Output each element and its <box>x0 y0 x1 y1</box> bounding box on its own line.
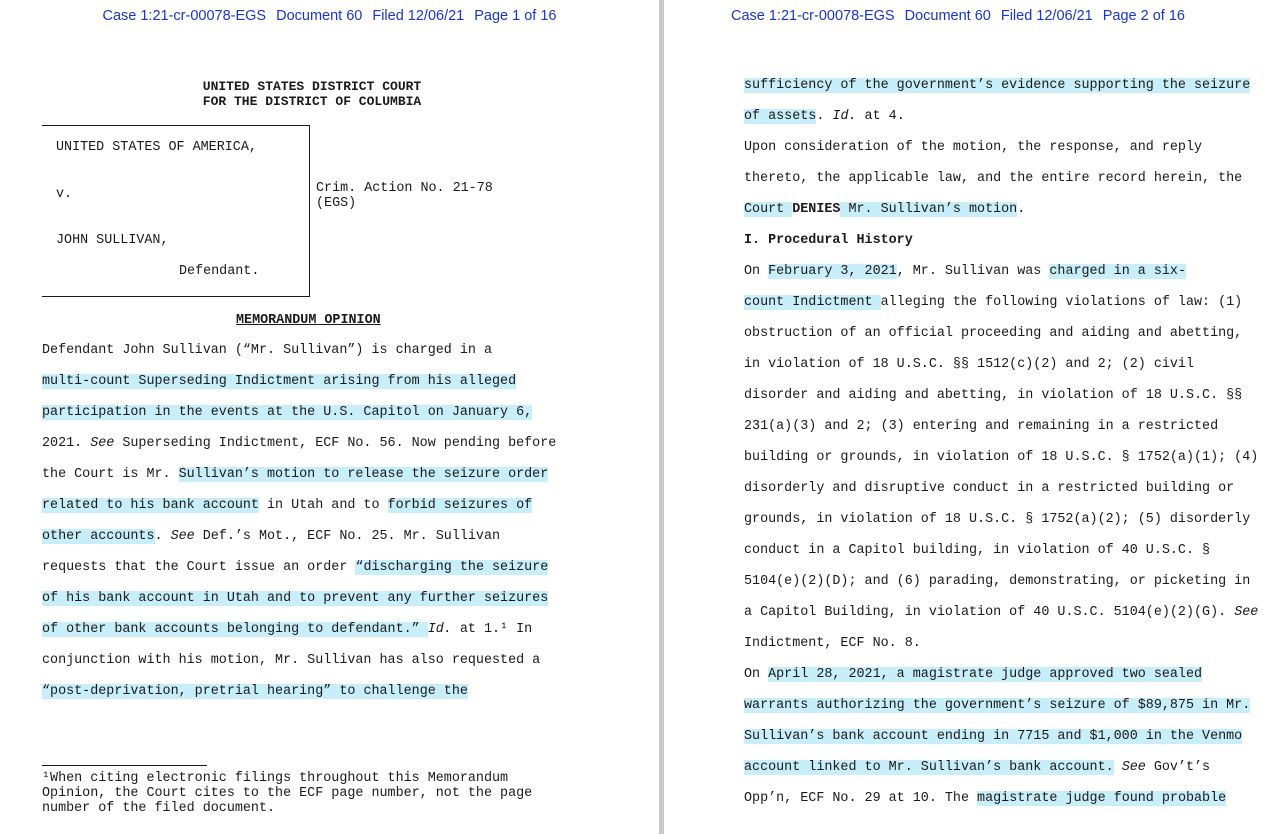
body-line: 2021. See Superseding Indictment, ECF No. 56. Now pending before <box>42 436 557 451</box>
document-number: Document 60 <box>904 8 991 24</box>
body-line: building or grounds, in violation of 18 U.S.C. § 1752(a)(1); (4) <box>744 450 1259 465</box>
court-name-line-2: FOR THE DISTRICT OF COLUMBIA <box>202 94 422 109</box>
footnote-line: number of the filed document. <box>42 801 276 816</box>
body-line: On February 3, 2021, Mr. Sullivan was charged in a six- <box>744 264 1186 279</box>
body-line: of his bank account in Utah and to prevent any further seizures <box>42 591 549 606</box>
body-line: related to his bank account in Utah and to forbid seizures of <box>42 498 533 513</box>
criminal-action-number: Crim. Action No. 21-78 <box>316 181 493 196</box>
body-line: thereto, the applicable law, and the entire record herein, the <box>744 171 1243 186</box>
judge-initials: (EGS) <box>316 196 357 211</box>
court-name-line-1: UNITED STATES DISTRICT COURT <box>202 79 422 94</box>
body-line: Upon consideration of the motion, the response, and reply <box>744 140 1203 155</box>
section-heading-procedural-history: I. Procedural History <box>744 233 913 248</box>
body-line: Opp’n, ECF No. 29 at 10. The magistrate judge found probable <box>744 791 1227 806</box>
caption-defendant-role: Defendant. <box>179 264 260 279</box>
body-line: of assets. Id. at 4. <box>744 109 905 124</box>
footnote-divider <box>42 765 207 766</box>
caption-defendant-name: JOHN SULLIVAN, <box>56 233 169 248</box>
body-line: conduct in a Capitol building, in violation of 40 U.S.C. § <box>744 543 1211 558</box>
page-indicator: Page 2 of 16 <box>1102 8 1185 24</box>
ecf-header-page-1 <box>0 8 659 24</box>
body-line: a Capitol Building, in violation of 40 U.S.C. 5104(e)(2)(G). See <box>744 605 1259 620</box>
body-line: 231(a)(3) and 2; (3) entering and remaining in a restricted <box>744 419 1219 434</box>
body-line: Court DENIES Mr. Sullivan’s motion. <box>744 202 1026 217</box>
body-line: multi-count Superseding Indictment arising from his alleged <box>42 374 517 389</box>
body-line: of other bank accounts belonging to defendant.” Id. at 1.¹ In <box>42 622 533 637</box>
body-line: obstruction of an official proceeding and aiding and abetting, <box>744 326 1243 341</box>
case-number: Case 1:21-cr-00078-EGS <box>102 8 267 24</box>
body-line: 5104(e)(2)(D); and (6) parading, demonstrating, or picketing in <box>744 574 1251 589</box>
document-number: Document 60 <box>276 8 363 24</box>
body-line: account linked to Mr. Sullivan’s bank account. See Gov’t’s <box>744 760 1211 775</box>
body-line: Sullivan’s bank account ending in 7715 and $1,000 in the Venmo <box>744 729 1243 744</box>
filed-date: Filed 12/06/21 <box>1000 8 1093 24</box>
filed-date: Filed 12/06/21 <box>372 8 465 24</box>
body-line: other accounts. See Def.’s Mot., ECF No. 25. Mr. Sullivan <box>42 529 501 544</box>
body-line: count Indictment alleging the following violations of law: (1) <box>744 295 1243 310</box>
body-line: sufficiency of the government’s evidence supporting the seizure <box>744 78 1251 93</box>
body-line: Indictment, ECF No. 8. <box>744 636 921 651</box>
caption-versus: v. <box>56 187 73 202</box>
memorandum-opinion-title: MEMORANDUM OPINION <box>236 313 381 328</box>
body-line: requests that the Court issue an order “discharging the seizure <box>42 560 549 575</box>
case-number: Case 1:21-cr-00078-EGS <box>730 8 895 24</box>
body-line: warrants authorizing the government’s seizure of $89,875 in Mr. <box>744 698 1251 713</box>
footnote-line: Opinion, the Court cites to the ECF page number, not the page <box>42 786 533 801</box>
body-line: “post-deprivation, pretrial hearing” to challenge the <box>42 684 468 699</box>
body-line: disorderly and disruptive conduct in a restricted building or <box>744 481 1235 496</box>
document-page-2 <box>664 0 1280 834</box>
body-line: the Court is Mr. Sullivan’s motion to release the seizure order <box>42 467 549 482</box>
body-line: grounds, in violation of 18 U.S.C. § 1752(a)(2); (5) disorderly <box>744 512 1251 527</box>
body-line: conjunction with his motion, Mr. Sullivan has also requested a <box>42 653 541 668</box>
ecf-header-page-2 <box>664 8 1279 24</box>
body-line: in violation of 18 U.S.C. §§ 1512(c)(2) and 2; (2) civil <box>744 357 1194 372</box>
footnote-line: ¹When citing electronic filings throughout this Memorandum <box>42 771 509 786</box>
caption-plaintiff: UNITED STATES OF AMERICA, <box>56 140 257 155</box>
page-indicator: Page 1 of 16 <box>474 8 557 24</box>
body-line: disorder and aiding and abetting, in violation of 18 U.S.C. §§ <box>744 388 1243 403</box>
body-line: Defendant John Sullivan (“Mr. Sullivan”) is charged in a <box>42 343 492 358</box>
body-line: On April 28, 2021, a magistrate judge approved two sealed <box>744 667 1203 682</box>
body-line: participation in the events at the U.S. Capitol on January 6, <box>42 405 533 420</box>
